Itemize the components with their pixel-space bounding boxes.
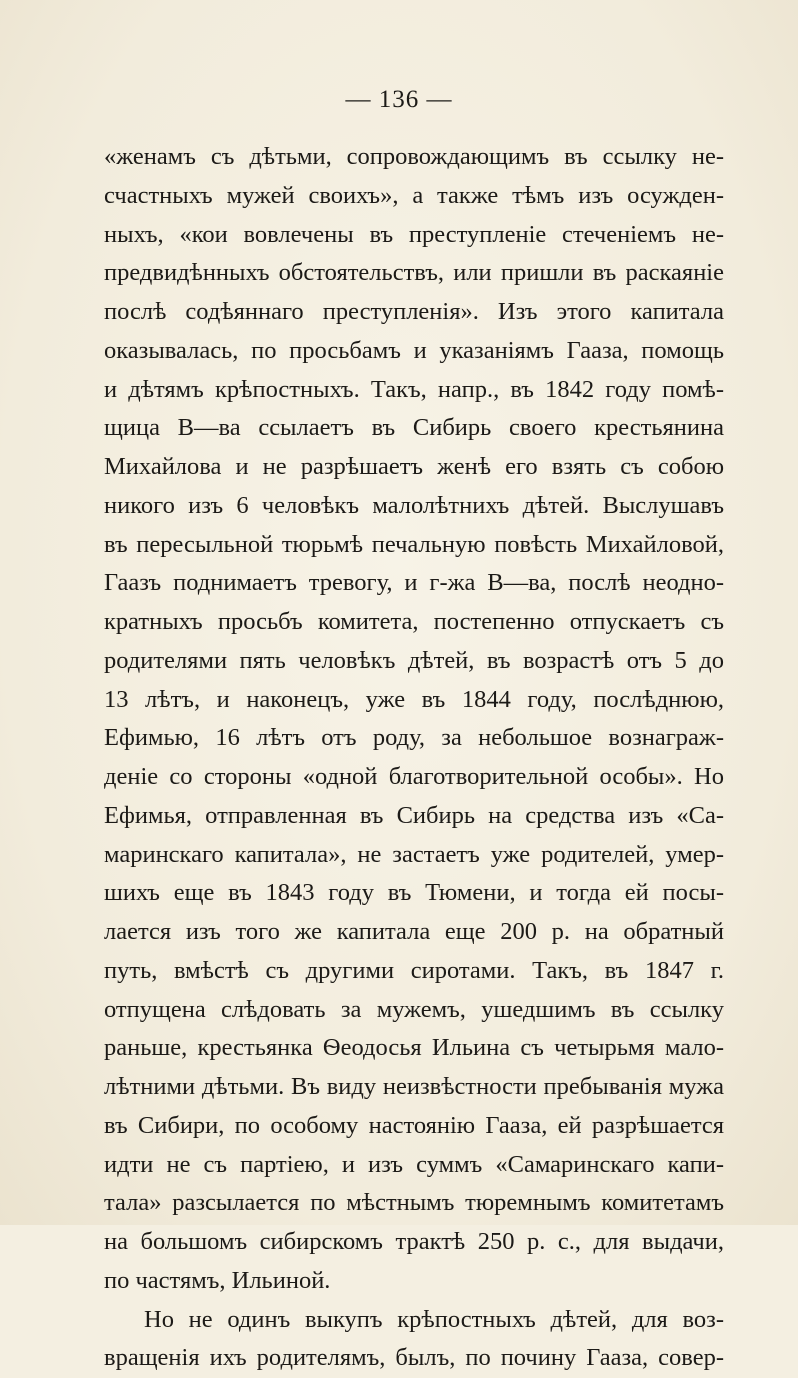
text-line: лается изъ того же капитала еще 200 р. на обратный <box>104 913 724 952</box>
text-line: лѣтними дѣтьми. Въ виду неизвѣстности пребыванія мужа <box>104 1068 724 1107</box>
text-line: въ Сибири, по особому настоянію Гааза, ей разрѣшается <box>104 1107 724 1146</box>
text-line: раньше, крестьянка Ѳеодосья Ильина съ четырьмя мало- <box>104 1029 724 1068</box>
text-line: въ пересыльной тюрьмѣ печальную повѣсть Михайловой, <box>104 526 724 565</box>
text-line: послѣ содѣяннаго преступленія». Изъ этого капитала <box>104 293 724 332</box>
text-line: по частямъ, Ильиной. <box>104 1262 724 1301</box>
page-number: — 136 — <box>0 86 798 114</box>
text-line: путь, вмѣстѣ съ другими сиротами. Такъ, въ 1847 г. <box>104 952 724 991</box>
text-line: маринскаго капитала», не застаетъ уже родителей, умер- <box>104 836 724 875</box>
text-line: Михайлова и не разрѣшаетъ женѣ его взять съ собою <box>104 448 724 487</box>
text-line: родителями пять человѣкъ дѣтей, въ возрастѣ отъ 5 до <box>104 642 724 681</box>
text-line: отпущена слѣдовать за мужемъ, ушедшимъ въ ссылку <box>104 991 724 1030</box>
text-line: и дѣтямъ крѣпостныхъ. Такъ, напр., въ 1842 году помѣ- <box>104 371 724 410</box>
text-line: кратныхъ просьбъ комитета, постепенно отпускаетъ съ <box>104 603 724 642</box>
paragraph-2 <box>104 1301 724 1378</box>
text-line: Гаазъ поднимаетъ тревогу, и г-жа В—ва, послѣ неодно- <box>104 564 724 603</box>
text-line: тала» разсылается по мѣстнымъ тюремнымъ комитетамъ <box>104 1184 724 1223</box>
text-line: счастныхъ мужей своихъ», а также тѣмъ изъ осужден- <box>104 177 724 216</box>
text-line: 13 лѣтъ, и наконецъ, уже въ 1844 году, послѣднюю, <box>104 681 724 720</box>
text-line: никого изъ 6 человѣкъ малолѣтнихъ дѣтей. Выслушавъ <box>104 487 724 526</box>
body-text <box>104 138 724 1378</box>
text-line: ныхъ, «кои вовлечены въ преступленіе стеченіемъ не- <box>104 216 724 255</box>
text-line: щица В—ва ссылаетъ въ Сибирь своего крестьянина <box>104 409 724 448</box>
text-line: предвидѣнныхъ обстоятельствъ, или пришли въ раскаяніе <box>104 254 724 293</box>
paragraph-1 <box>104 138 724 1301</box>
text-line: на большомъ сибирскомъ трактѣ 250 р. с., для выдачи, <box>104 1223 724 1262</box>
text-line: идти не съ партіею, и изъ суммъ «Самаринскаго капи- <box>104 1146 724 1185</box>
text-line: Ефимью, 16 лѣтъ отъ роду, за небольшое вознаграж- <box>104 719 724 758</box>
text-line: вращенія ихъ родителямъ, былъ, по почину Гааза, совер- <box>104 1339 724 1378</box>
text-line: шихъ еще въ 1843 году въ Тюмени, и тогда ей посы- <box>104 874 724 913</box>
text-line: Но не одинъ выкупъ крѣпостныхъ дѣтей, для воз- <box>104 1301 724 1340</box>
text-line: Ефимья, отправленная въ Сибирь на средства изъ «Са- <box>104 797 724 836</box>
text-line: деніе со стороны «одной благотворительной особы». Но <box>104 758 724 797</box>
text-line: оказывалась, по просьбамъ и указаніямъ Гааза, помощь <box>104 332 724 371</box>
text-line: «женамъ съ дѣтьми, сопровождающимъ въ ссылку не- <box>104 138 724 177</box>
